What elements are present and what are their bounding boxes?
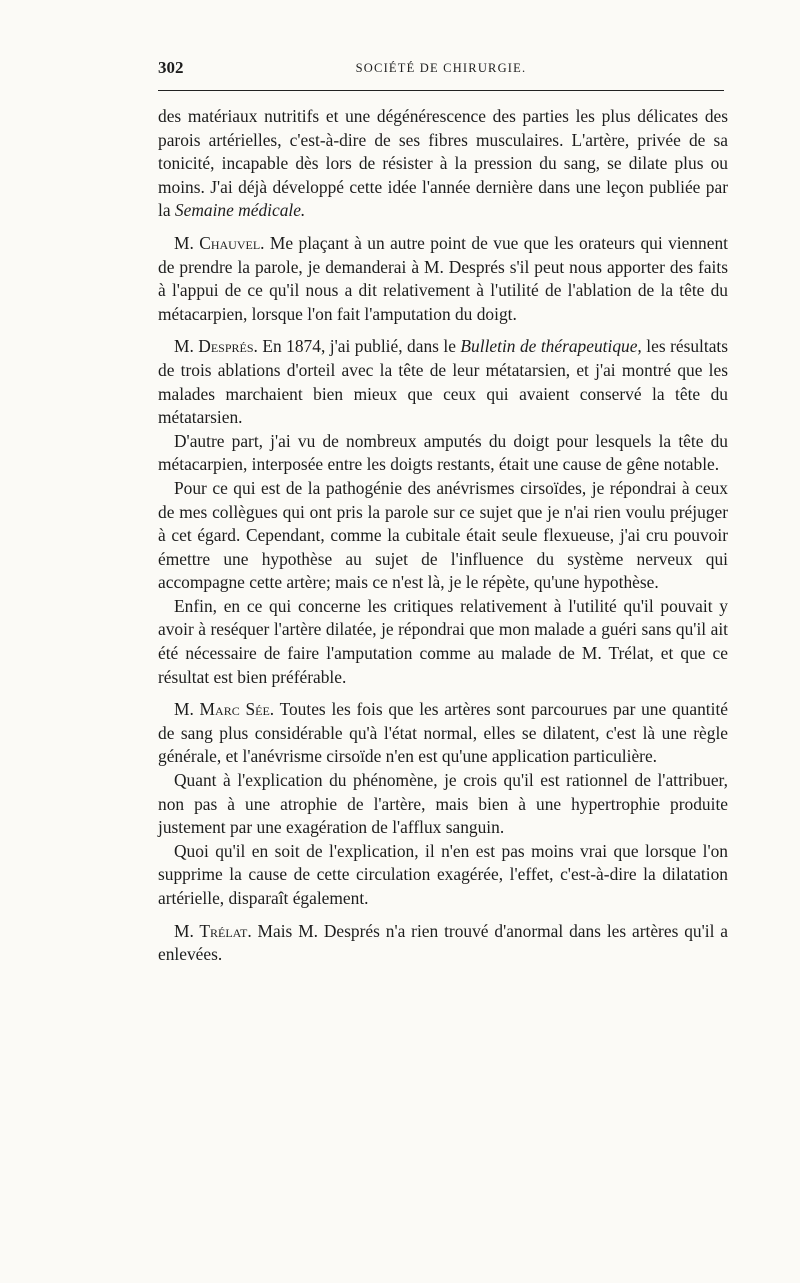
paragraph-trelat: [158, 920, 728, 967]
journal-title-semaine: Semaine médicale.: [174, 200, 306, 221]
speaker-trelat: M. Trélat.: [174, 920, 252, 941]
paragraph-pathogenie: [158, 477, 728, 595]
header-rule: [158, 90, 724, 91]
page-header: [158, 58, 724, 84]
paragraph-despres-text-after: les résultats de trois ablations d'orteil avec la tête de leur métatarsien, et j'ai montré que les malades marchaient bien mieux que ceux qui avaient conservé la tête du métatarsien.: [158, 336, 729, 428]
speaker-chauvel: M. Chauvel.: [174, 232, 265, 253]
paragraph-chauvel: [158, 232, 728, 326]
paragraph-autre-part: [158, 430, 728, 477]
speaker-marc-see: M. Marc Sée.: [174, 699, 275, 720]
paragraph-1-text: des matériaux nutritifs et une dégénérescence des parties les plus délicates des parois artérielles, c'est-à-dire de ses fibres musculaires. L'artère, privée de sa tonicité, incapable dès lors de résister à la pression du sang, se dilate plus ou moins. J'ai déjà développé cette idée l'année dernière dans une leçon publiée par la: [158, 106, 728, 221]
paragraph-quant-text: Quant à l'explication du phénomène, je crois qu'il est rationnel de l'attribuer, non pas à une atrophie de l'artère, mais bien à une hypertrophie produite justement par une exagération de l'afflux sanguin.: [158, 770, 728, 838]
paragraph-marc-see: [158, 698, 728, 769]
paragraph-pathogenie-text: Pour ce qui est de la pathogénie des anévrismes cirsoïdes, je répondrai à ceux de mes collègues qui ont pris la parole sur ce sujet que je n'ai rien voulu préjuger à cet égard. Cependant, comme la cubitale était seule flexueuse, j'ai cru pouvoir émettre une hypothèse au sujet de l'influence du système nerveux qui accompagne cette artère; mais ce n'est là, je le répète, qu'une hypothèse.: [158, 477, 728, 593]
paragraph-despres: [158, 335, 728, 429]
paragraph-1: [158, 105, 728, 223]
running-head: SOCIÉTÉ DE CHIRURGIE.: [355, 61, 527, 75]
paragraph-chauvel-text: Me plaçant à un autre point de vue que les orateurs qui viennent de prendre la parole, je demanderai à M. Després s'il peut nous apporter des faits à l'appui de ce qu'il nous a dit relativement à l'utilité de l'ablation de la tête du métacarpien, lorsque l'on fait l'amputation du doigt.: [158, 232, 728, 324]
journal-title-bulletin: Bulletin de thérapeutique,: [460, 336, 642, 357]
paragraph-quoi-text: Quoi qu'il en soit de l'explication, il n'en est pas moins vrai que lorsque l'on supprime la cause de cette circulation exagérée, l'effet, c'est-à-dire la dilatation artérielle, disparaît également.: [158, 840, 728, 908]
paragraph-quant: [158, 769, 728, 840]
speaker-despres: M. Després.: [174, 336, 258, 357]
paragraph-enfin: [158, 595, 728, 689]
paragraph-quoi: [158, 840, 728, 911]
paragraph-marc-see-text: Toutes les fois que les artères sont parcourues par une quantité de sang plus considérable qu'à l'état normal, elles se dilatent, c'est là une règle générale, et l'anévrisme cirsoïde n'en est qu'une application particulière.: [158, 699, 728, 767]
paragraph-enfin-text: Enfin, en ce qui concerne les critiques relativement à l'utilité qu'il pouvait y avoir à reséquer l'artère dilatée, je répondrai que mon malade a guéri sans qu'il ait été nécessaire de faire l'amputation comme au malade de M. Trélat, et que ce résultat est bien préférable.: [158, 595, 728, 687]
paragraph-autre-part-text: D'autre part, j'ai vu de nombreux amputés du doigt pour lesquels la tête du métacarpien, interposée entre les doigts restants, était une cause de gêne notable.: [158, 430, 728, 475]
paragraph-trelat-text: Mais M. Després n'a rien trouvé d'anormal dans les artères qu'il a enlevées.: [158, 920, 728, 965]
paragraph-despres-text-before: En 1874, j'ai publié, dans le: [257, 336, 461, 357]
page-number: 302: [158, 58, 184, 77]
body-text: [158, 105, 728, 967]
